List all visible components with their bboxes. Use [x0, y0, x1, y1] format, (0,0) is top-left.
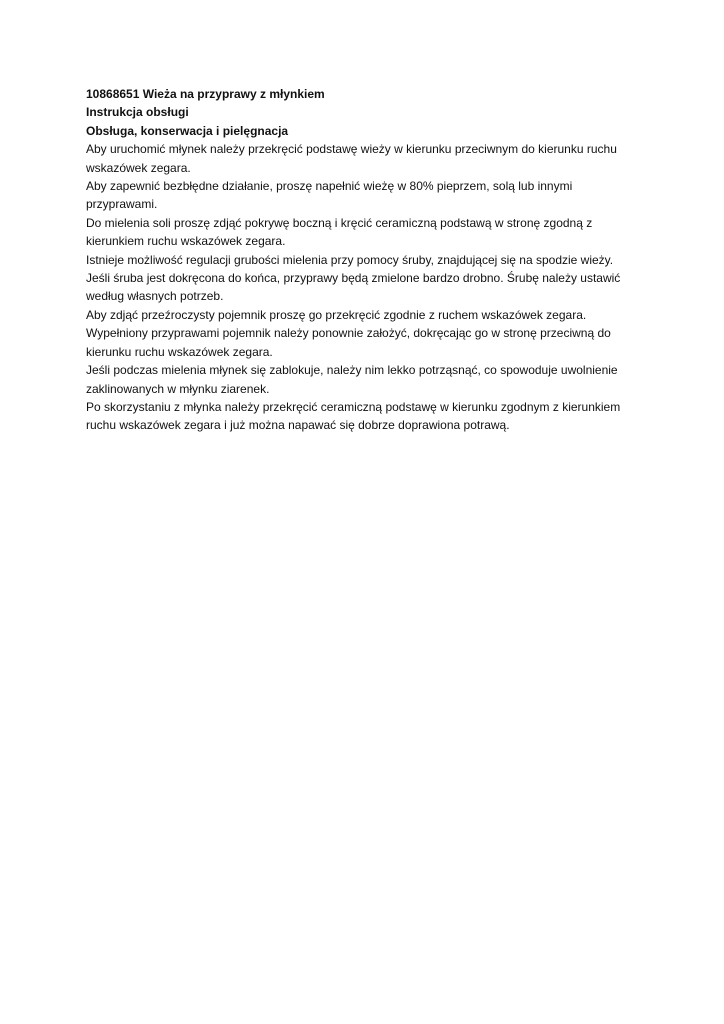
- paragraph-coarseness-adjustment: Istnieje możliwość regulacji grubości mielenia przy pomocy śruby, znajdującej się na spodzie wieży.: [86, 252, 614, 267]
- document-title: 10868651 Wieża na przyprawy z młynkiem: [86, 87, 325, 101]
- document-subtitle: Instrukcja obsługi: [86, 105, 189, 120]
- paragraph-refit-container: Wypełniony przyprawami pojemnik należy ponownie założyć, dokręcając go w stronę przeciwną do kierunku ruchu wskazówek zegara.: [86, 326, 611, 359]
- section-heading: Obsługa, konserwacja i pielęgnacja: [86, 123, 289, 138]
- paragraph-start-grinder: Aby uruchomić młynek należy przekręcić podstawę wieży w kierunku przeciwnym do kierunku ruchu wskazówek zegara.: [86, 142, 617, 175]
- document-body: [86, 85, 646, 435]
- paragraph-screw-setting: Jeśli śruba jest dokręcona do końca, przyprawy będą zmielone bardzo drobno. Śrubę należy ustawić według własnych potrzeb.: [86, 271, 621, 304]
- paragraph-after-use: Po skorzystaniu z młynka należy przekręcić ceramiczną podstawę w kierunku zgodnym z kierunkiem ruchu wskazówek zegara i już można napawać się dobrze doprawiona potrawą.: [86, 399, 621, 433]
- paragraph-fill-level: Aby zapewnić bezbłędne działanie, proszę napełnić wieżę w 80% pieprzem, solą lub innymi przyprawami.: [86, 179, 573, 212]
- paragraph-blocked-grinder: Jeśli podczas mielenia młynek się zablokuje, należy nim lekko potrząsnąć, co spowoduje uwolnienie zaklinowanych w młynku ziarenek.: [86, 363, 618, 396]
- paragraph-salt-grinding: Do mielenia soli proszę zdjąć pokrywę boczną i kręcić ceramiczną podstawą w stronę zgodną z kierunkiem ruchu wskazówek zegara.: [86, 215, 593, 249]
- paragraph-remove-container: Aby zdjąć przeźroczysty pojemnik proszę go przekręcić zgodnie z ruchem wskazówek zegara.: [86, 307, 587, 322]
